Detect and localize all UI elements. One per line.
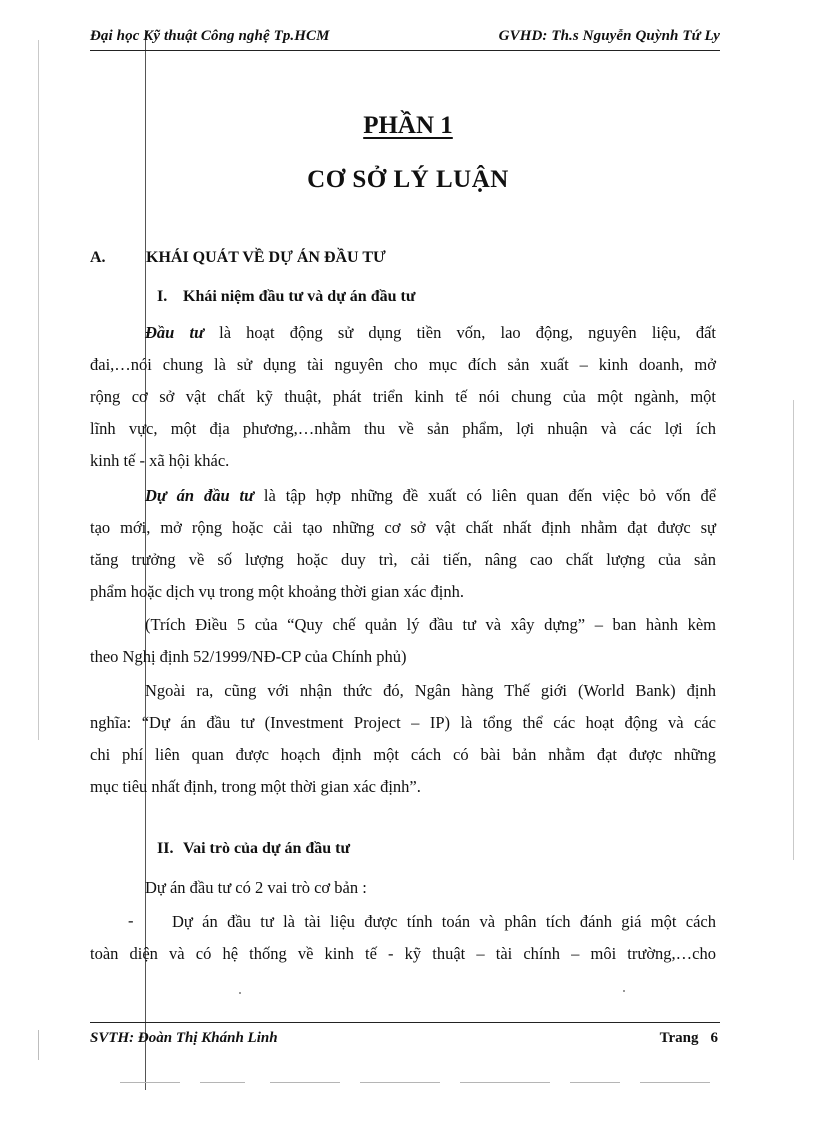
subsection-2-number: II.: [157, 840, 174, 857]
scan-dash: [460, 1082, 550, 1083]
scan-edge-right: [793, 400, 794, 860]
p2-line-4: phẩm hoặc dịch vụ trong một khoảng thời gian xác định.: [90, 582, 464, 601]
footer-student: SVTH: Đoàn Thị Khánh Linh: [90, 1030, 278, 1046]
section-a-letter: A.: [90, 249, 106, 266]
p2-line-3: tăng trưởng về số lượng hoặc duy trì, cải tiến, nâng cao chất lượng của sản: [90, 550, 716, 569]
subsection-2-heading: [157, 840, 350, 858]
header-university: Đại học Kỹ thuật Công nghệ Tp.HCM: [90, 28, 330, 44]
p3-line-1: (Trích Điều 5 của “Quy chế quản lý đầu tư và xây dựng” – ban hành kèm: [145, 615, 716, 634]
p2-line-2: tạo mới, mở rộng hoặc cải tạo những cơ sở vật chất nhất định nhằm đạt được sự: [90, 518, 716, 537]
p4-line-3: chi phí liên quan được hoạch định một cách có bài bản nhằm đạt được những: [90, 745, 716, 764]
scan-dash: [120, 1082, 180, 1083]
p5-line: Dự án đầu tư có 2 vai trò cơ bản :: [145, 878, 367, 897]
header-rule: [90, 50, 720, 51]
p3-line-2: theo Nghị định 52/1999/NĐ-CP của Chính phủ): [90, 647, 407, 666]
scan-speck: [623, 990, 625, 992]
footer-page: [660, 1030, 718, 1047]
p1-line-3: rộng cơ sở vật chất kỹ thuật, phát triển kinh tế nói chung của một ngành, một: [90, 387, 716, 406]
subsection-2-title: Vai trò của dự án đầu tư: [183, 840, 351, 857]
p4-line-4: mục tiêu nhất định, trong một thời gian xác định”.: [90, 777, 421, 796]
scan-edge-left-bottom: [38, 1030, 39, 1060]
bullet-dash: -: [128, 911, 134, 930]
footer-page-number: 6: [710, 1030, 718, 1046]
p1-term: Đầu tư: [145, 323, 204, 342]
footer-page-label: Trang: [659, 1030, 699, 1046]
p1-line-5: kinh tế - xã hội khác.: [90, 451, 230, 470]
p1-line-4: lĩnh vực, một địa phương,…nhằm thu về sản phẩm, lợi nhuận và các lợi ích: [90, 419, 716, 438]
subsection-1-heading: [157, 288, 415, 306]
section-a-title: KHÁI QUÁT VỀ DỰ ÁN ĐẦU TƯ: [146, 249, 386, 266]
p2-line-1-text: là tập hợp những đề xuất có liên quan đến việc bỏ vốn để: [263, 486, 717, 505]
bullet1-line-1: Dự án đầu tư là tài liệu được tính toán và phân tích đánh giá một cách: [172, 912, 716, 931]
scan-dash: [360, 1082, 440, 1083]
p2-term: Dự án đầu tư: [145, 486, 255, 505]
p2-line-1: [145, 485, 716, 507]
p1-line-1: [145, 322, 716, 344]
p1-line-2: đai,…nói chung là sử dụng tài nguyên cho mục đích sản xuất – kinh doanh, mở: [90, 355, 716, 374]
subsection-1-title: Khái niệm đầu tư và dự án đầu tư: [183, 288, 416, 305]
scan-dash: [640, 1082, 710, 1083]
part-heading: PHẦN 1: [363, 112, 453, 139]
scan-edge-left: [38, 40, 39, 740]
scan-dash: [270, 1082, 340, 1083]
p4-line-2: nghĩa: “Dự án đầu tư (Investment Project – IP) là tổng thể các hoạt động và các: [90, 713, 716, 732]
bullet1-line-2: toàn diện và có hệ thống về kinh tế - kỹ thuật – tài chính – môi trường,…cho: [90, 944, 716, 963]
scan-dash: [570, 1082, 620, 1083]
page-title: CƠ SỞ LÝ LUẬN: [307, 166, 509, 193]
footer-rule: [90, 1022, 720, 1023]
p4-line-1: Ngoài ra, cũng với nhận thức đó, Ngân hàng Thế giới (World Bank) định: [145, 681, 716, 700]
subsection-1-number: I.: [157, 288, 168, 305]
scan-dash: [200, 1082, 245, 1083]
scan-speck: [239, 992, 241, 994]
p1-line-1-text: là hoạt động sử dụng tiền vốn, lao động, nguyên liệu, đất: [219, 323, 716, 342]
header-supervisor: GVHD: Th.s Nguyễn Quỳnh Tứ Ly: [498, 28, 720, 44]
